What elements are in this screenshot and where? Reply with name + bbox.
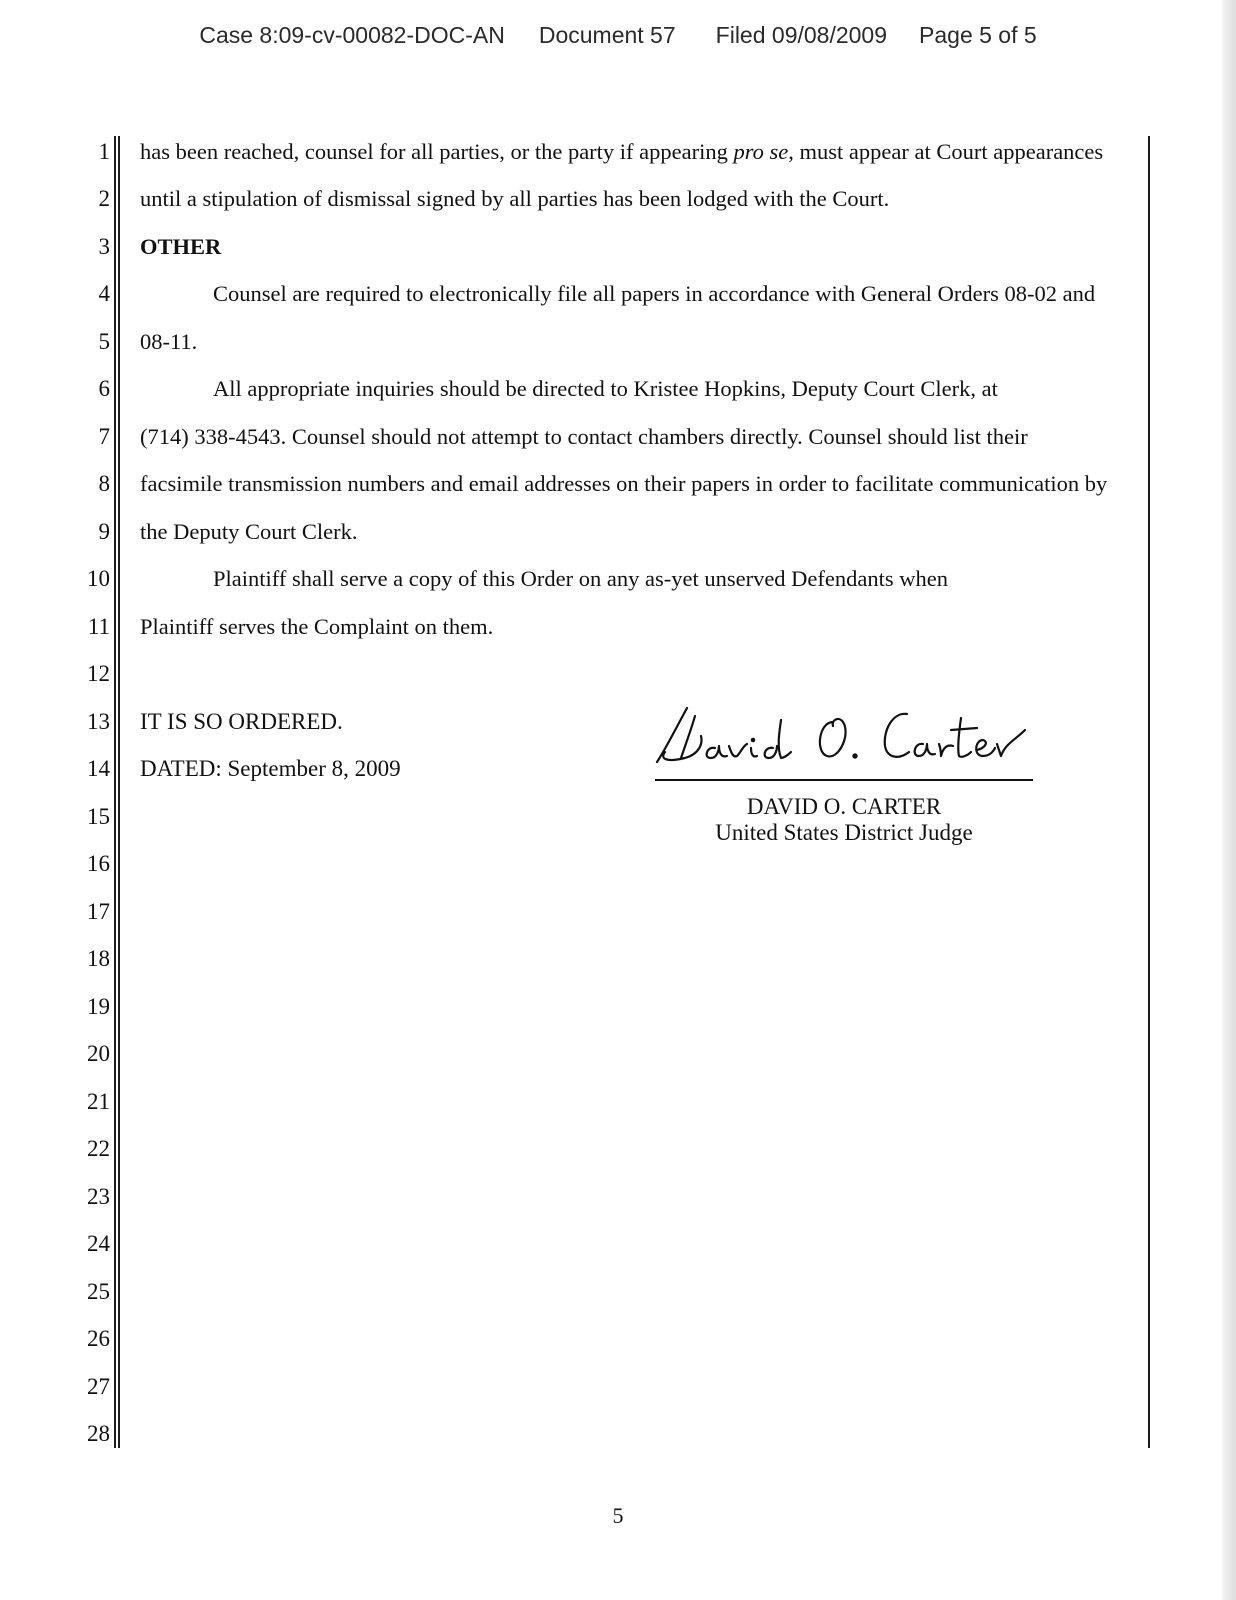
line-number: 1 bbox=[98, 139, 110, 164]
so-ordered: IT IS SO ORDERED. bbox=[140, 709, 343, 734]
page-count: Page 5 of 5 bbox=[919, 22, 1037, 48]
line-number: 17 bbox=[87, 899, 110, 924]
signature-line bbox=[655, 779, 1033, 781]
line-number: 2 bbox=[98, 186, 110, 211]
handwritten-signature bbox=[655, 700, 1033, 778]
line-number: 14 bbox=[87, 756, 110, 781]
line-number: 8 bbox=[98, 471, 110, 496]
line-number: 25 bbox=[87, 1279, 110, 1304]
filed-date: Filed 09/08/2009 bbox=[715, 22, 888, 48]
left-margin-rule-inner bbox=[118, 136, 120, 1448]
page-number: 5 bbox=[612, 1503, 624, 1528]
body-line-1: has been reached, counsel for all parties, or the party if appearing pro se, must appear at Court appearances bbox=[140, 139, 1104, 164]
body-line-8: facsimile transmission numbers and email addresses on their papers in order to facilitate communication by bbox=[140, 471, 1108, 496]
body-line-6: All appropriate inquiries should be directed to Kristee Hopkins, Deputy Court Clerk, at bbox=[213, 376, 998, 401]
filing-header bbox=[0, 22, 1236, 49]
document-number: Document 57 bbox=[538, 22, 676, 48]
line-number: 9 bbox=[98, 519, 110, 544]
line-number: 7 bbox=[98, 424, 110, 449]
judge-name: DAVID O. CARTER bbox=[746, 794, 942, 819]
right-margin-rule bbox=[1148, 136, 1150, 1448]
line-number: 22 bbox=[87, 1136, 110, 1161]
line-number: 23 bbox=[87, 1184, 110, 1209]
body-line-7: (714) 338-4543. Counsel should not attempt to contact chambers directly. Counsel should list their bbox=[140, 424, 1028, 449]
body-line-4: Counsel are required to electronically file all papers in accordance with General Orders 08-02 and bbox=[213, 281, 1096, 306]
line-number: 12 bbox=[87, 661, 110, 686]
body-line-11: Plaintiff serves the Complaint on them. bbox=[140, 614, 494, 639]
page-edge-shadow bbox=[1222, 0, 1236, 1600]
dated-line: DATED: September 8, 2009 bbox=[140, 756, 401, 781]
line-number: 5 bbox=[98, 329, 110, 354]
line-number: 20 bbox=[87, 1041, 110, 1066]
line-number: 3 bbox=[98, 234, 110, 259]
case-number: Case 8:09-cv-00082-DOC-AN bbox=[199, 22, 505, 48]
line-number: 18 bbox=[87, 946, 110, 971]
pro-se-italic: pro se bbox=[733, 139, 789, 164]
body-line-2: until a stipulation of dismissal signed by all parties has been lodged with the Court. bbox=[140, 186, 890, 211]
line-number: 6 bbox=[98, 376, 110, 401]
line-number: 27 bbox=[87, 1374, 110, 1399]
body-line-10: Plaintiff shall serve a copy of this Order on any as-yet unserved Defendants when bbox=[213, 566, 948, 591]
line-number: 13 bbox=[87, 709, 110, 734]
section-heading-other: OTHER bbox=[140, 234, 222, 259]
line-number: 19 bbox=[87, 994, 110, 1019]
line-number: 24 bbox=[87, 1231, 110, 1256]
line-number: 26 bbox=[87, 1326, 110, 1351]
line-number: 28 bbox=[87, 1421, 110, 1446]
body-line-5: 08-11. bbox=[140, 329, 198, 354]
line-number: 4 bbox=[98, 281, 110, 306]
line-number: 16 bbox=[87, 851, 110, 876]
judge-title: United States District Judge bbox=[715, 820, 973, 845]
line-number: 10 bbox=[87, 566, 110, 591]
line-number: 21 bbox=[87, 1089, 110, 1114]
body-line-9: the Deputy Court Clerk. bbox=[140, 519, 358, 544]
left-margin-rule-outer bbox=[114, 136, 116, 1448]
line-number: 15 bbox=[87, 804, 110, 829]
line-number: 11 bbox=[87, 614, 110, 639]
